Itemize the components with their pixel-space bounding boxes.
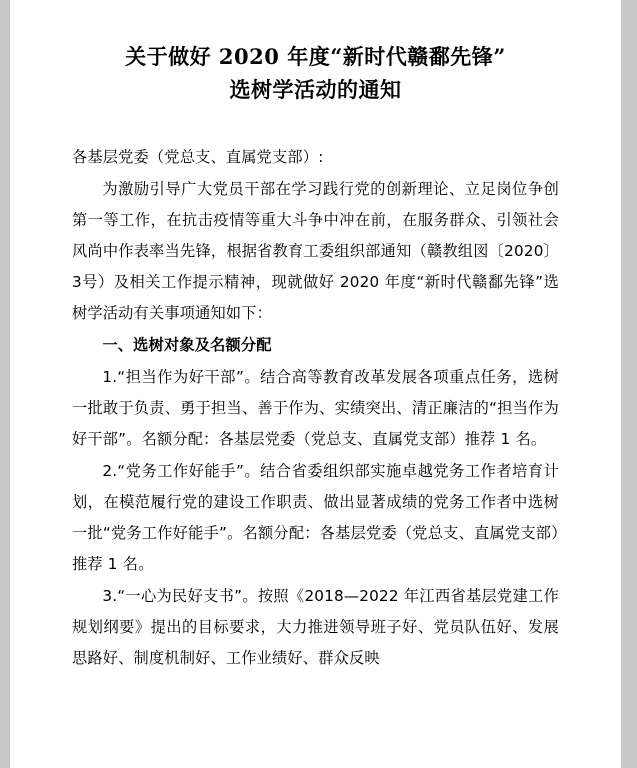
document-page: [10, 0, 621, 768]
paragraph-item-1: 1.“担当作为好干部”。结合高等教育改革发展各项重点任务，选树一批敢于负责、勇于担当、善于作为、实绩突出、清正廉洁的“担当作为好干部”。名额分配：各基层党委（党总支、直属党支部）推荐 1 名。: [72, 368, 559, 448]
section-heading-one: 一、选树对象及名额分配: [102, 336, 272, 354]
paragraph-preamble: 为激励引导广大党员干部在学习践行党的创新理论、立足岗位争创第一等工作，在抗击疫情等重大斗争中冲在前，在服务群众、引领社会风尚中作表率当先锋，根据省教育工委组织部通知（赣教组図〔2020〕3号）及相关工作提示精神，现就做好 2020 年度“新时代赣鄱先锋”选树学活动有关事项通知如下：: [72, 180, 559, 322]
paragraph-item-3: 3.“一心为民好支书”。按照《2018—2022 年江西省基层党建工作规划纲要》提出的目标要求，大力推进领导班子好、党员队伍好、发展思路好、制度机制好、工作业绩好、群众反映: [72, 587, 559, 667]
paragraph-salutation: 各基层党委（党总支、直属党支部）:: [72, 148, 324, 166]
page-title: [72, 26, 559, 106]
page-title-line-1: 关于做好 2020 年度“新时代赣鄱先锋”: [125, 44, 506, 69]
page-title-line-2: 选树学活动的通知: [229, 77, 402, 102]
paragraph-item-2: 2.“党务工作好能手”。结合省委组织部实施卓越党务工作者培育计划，在模范履行党的建设工作职责、做出显著成绩的党务工作者中选树一批“党务工作好能手”。名额分配：各基层党委（党总支、直属党支部）推荐 1 名。: [72, 462, 559, 573]
document-body: [72, 142, 559, 674]
